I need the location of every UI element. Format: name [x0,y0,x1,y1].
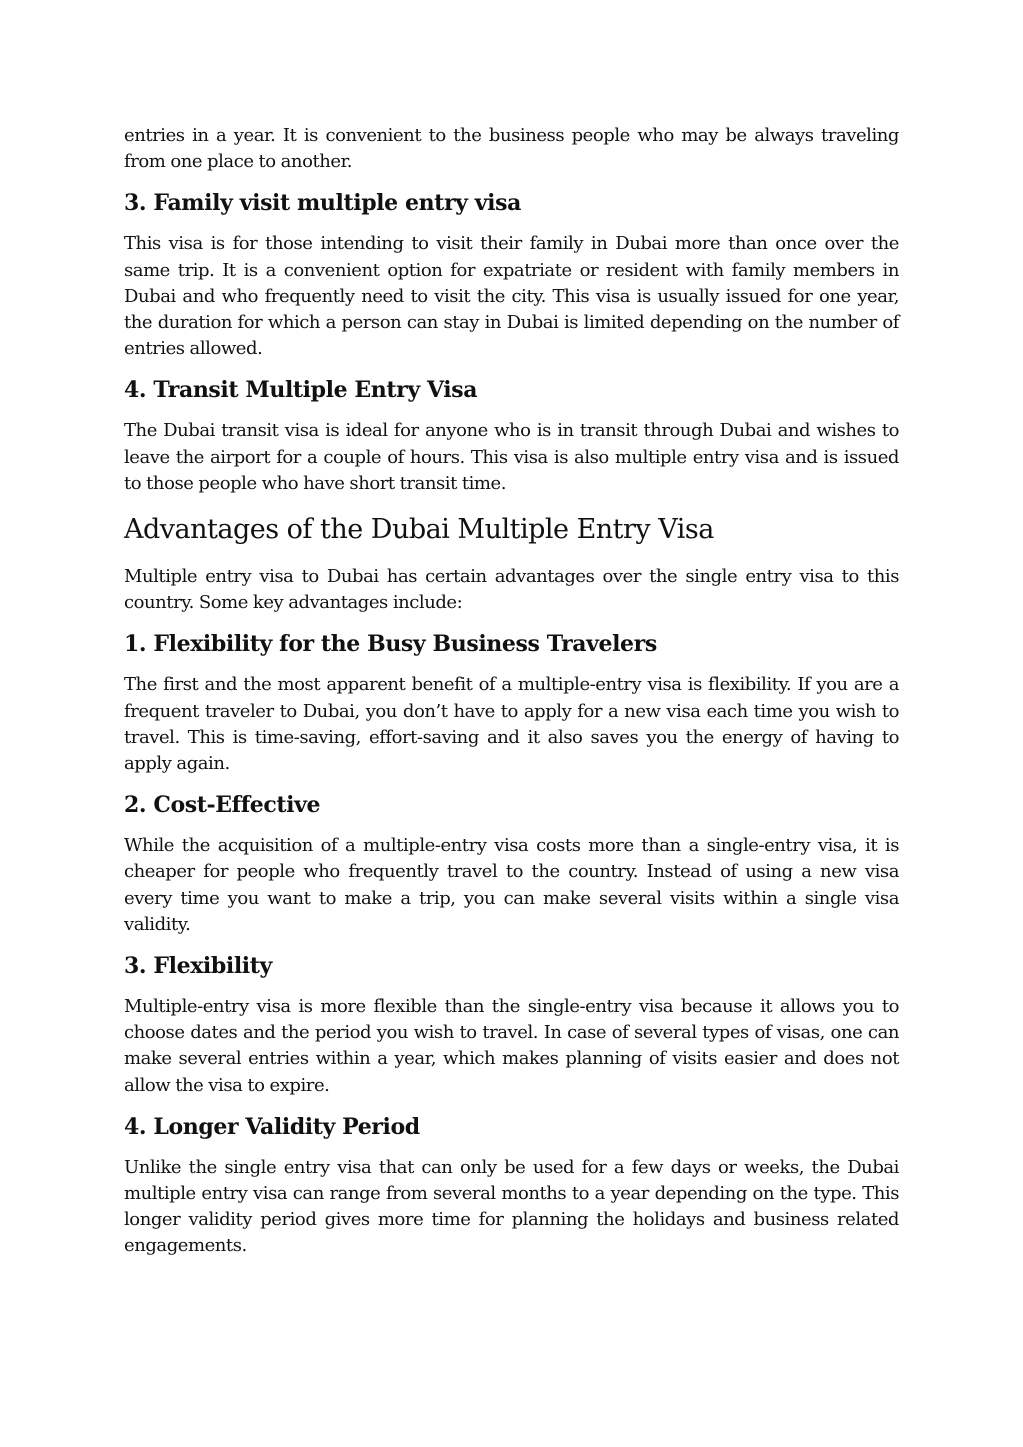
transit-visa-paragraph: The Dubai transit visa is ideal for anyone who is in transit through Dubai and wishes to leave the airport for a couple of hours. This visa is also multiple entry visa and is issued to those people who have short transit time. [124,420,899,494]
advantage-longer-validity-heading: 4. Longer Validity Period [124,1113,420,1140]
advantage-business-travelers-heading: 1. Flexibility for the Busy Business Travelers [124,631,657,658]
transit-visa-heading: 4. Transit Multiple Entry Visa [124,377,478,404]
advantages-intro-paragraph: Multiple entry visa to Dubai has certain advantages over the single entry visa to this country. Some key advantages include: [124,566,899,614]
advantage-cost-effective-heading: 2. Cost-Effective [124,792,321,819]
advantages-section-title: Advantages of the Dubai Multiple Entry Visa [124,514,714,546]
advantage-flexibility-paragraph: Multiple-entry visa is more flexible than the single-entry visa because it allows you to choose dates and the period you wish to travel. In case of several types of visas, one can make several entries within a year, which makes planning of visits easier and does not allow the visa to expire. [124,996,899,1096]
family-visit-visa-heading: 3. Family visit multiple entry visa [124,190,521,217]
family-visit-visa-paragraph: This visa is for those intending to visit their family in Dubai more than once over the same trip. It is a convenient option for expatriate or resident with family members in Dubai and who frequently need to visit the city. This visa is usually issued for one year, the duration for which a person can stay in Dubai is limited depending on the number of entries allowed. [124,233,899,360]
intro-continuation-paragraph: entries in a year. It is convenient to the business people who may be always traveling from one place to another. [124,125,899,173]
document-page [124,123,899,1260]
advantage-longer-validity-paragraph: Unlike the single entry visa that can only be used for a few days or weeks, the Dubai multiple entry visa can range from several months to a year depending on the type. This longer validity period gives more time for planning the holidays and business related engagements. [124,1156,899,1257]
advantage-business-travelers-paragraph: The first and the most apparent benefit of a multiple-entry visa is flexibility. If you are a frequent traveler to Dubai, you don’t have to apply for a new visa each time you wish to travel. This is time-saving, effort-saving and it also saves you the energy of having to apply again. [124,674,899,775]
advantage-flexibility-heading: 3. Flexibility [124,953,272,980]
advantage-cost-effective-paragraph: While the acquisition of a multiple-entry visa costs more than a single-entry visa, it is cheaper for people who frequently travel to the country. Instead of using a new visa every time you want to make a trip, you can make several visits within a single visa validity. [124,835,899,935]
